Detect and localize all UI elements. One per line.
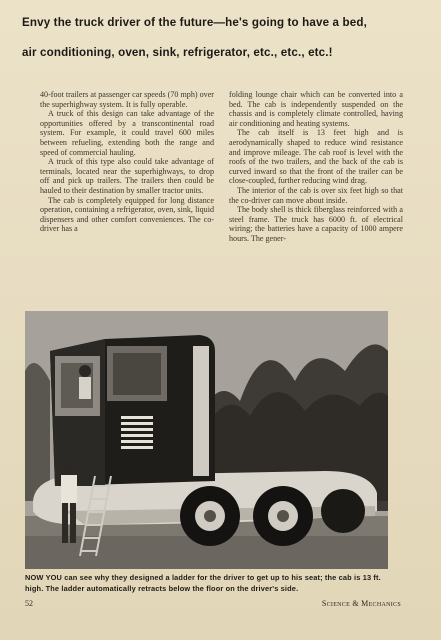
headline-line-2: air conditioning, oven, sink, refrigerator, etc., etc., etc.! <box>22 46 333 59</box>
left-column <box>40 90 214 234</box>
paragraph: The cab is completely equipped for long distance operation, containing a refrigerator, oven, sink, liquid dispensers and other comfort conveniences. The co-driver has a <box>40 195 214 234</box>
paragraph: The body shell is thick fiberglass reinforced with a steel frame. The truck has 6000 ft. of electrical wiring; the batteries have a capacity of 1000 ampere hours. The gener- <box>229 205 403 243</box>
page-number: 52 <box>25 599 33 608</box>
headline <box>22 8 427 68</box>
paragraph: folding lounge chair which can be converted into a bed. The cab is independently suspended on the chassis and is completely climate controlled, having air conditioning and heating systems. <box>229 90 403 128</box>
photo-caption: NOW YOU can see why they designed a ladder for the driver to get up to his seat; the cab is 13 ft. high. The ladder automatically retracts below the floor on the driver's side. <box>25 573 381 593</box>
magazine-name: Science & Mechanics <box>321 599 401 608</box>
paragraph: 40-foot trailers at passenger car speeds (70 mph) over the superhighway system. It is fully operable. <box>40 90 214 109</box>
headline-line-1: Envy the truck driver of the future—he's going to have a bed, <box>22 16 367 29</box>
truck-photo <box>25 311 388 569</box>
paragraph: A truck of this type also could take advantage of terminals, located near the superhighways, to drop off and pick up trailers. The trailers then could be hauled to their destination by smaller tractor units. <box>40 157 214 195</box>
paragraph: A truck of this design can take advantage of the opportunities offered by a transcontinental road system. For example, it could travel 600 miles between refueling, extending both the range and speed of commercial hauling. <box>40 109 214 157</box>
paragraph: The cab itself is 13 feet high and is aerodynamically shaped to reduce wind resistance and improve mileage. The cab roof is level with the roofs of the two trailers, and the back of the cab is curved inward so that the front of the trailer can be close-coupled, further reducing wind drag. <box>229 128 403 186</box>
right-column <box>229 90 403 244</box>
page-footer <box>25 599 401 608</box>
paragraph: The interior of the cab is over six feet high so that the co-driver can move about inside. <box>229 185 403 205</box>
truck-illustration <box>25 311 388 569</box>
